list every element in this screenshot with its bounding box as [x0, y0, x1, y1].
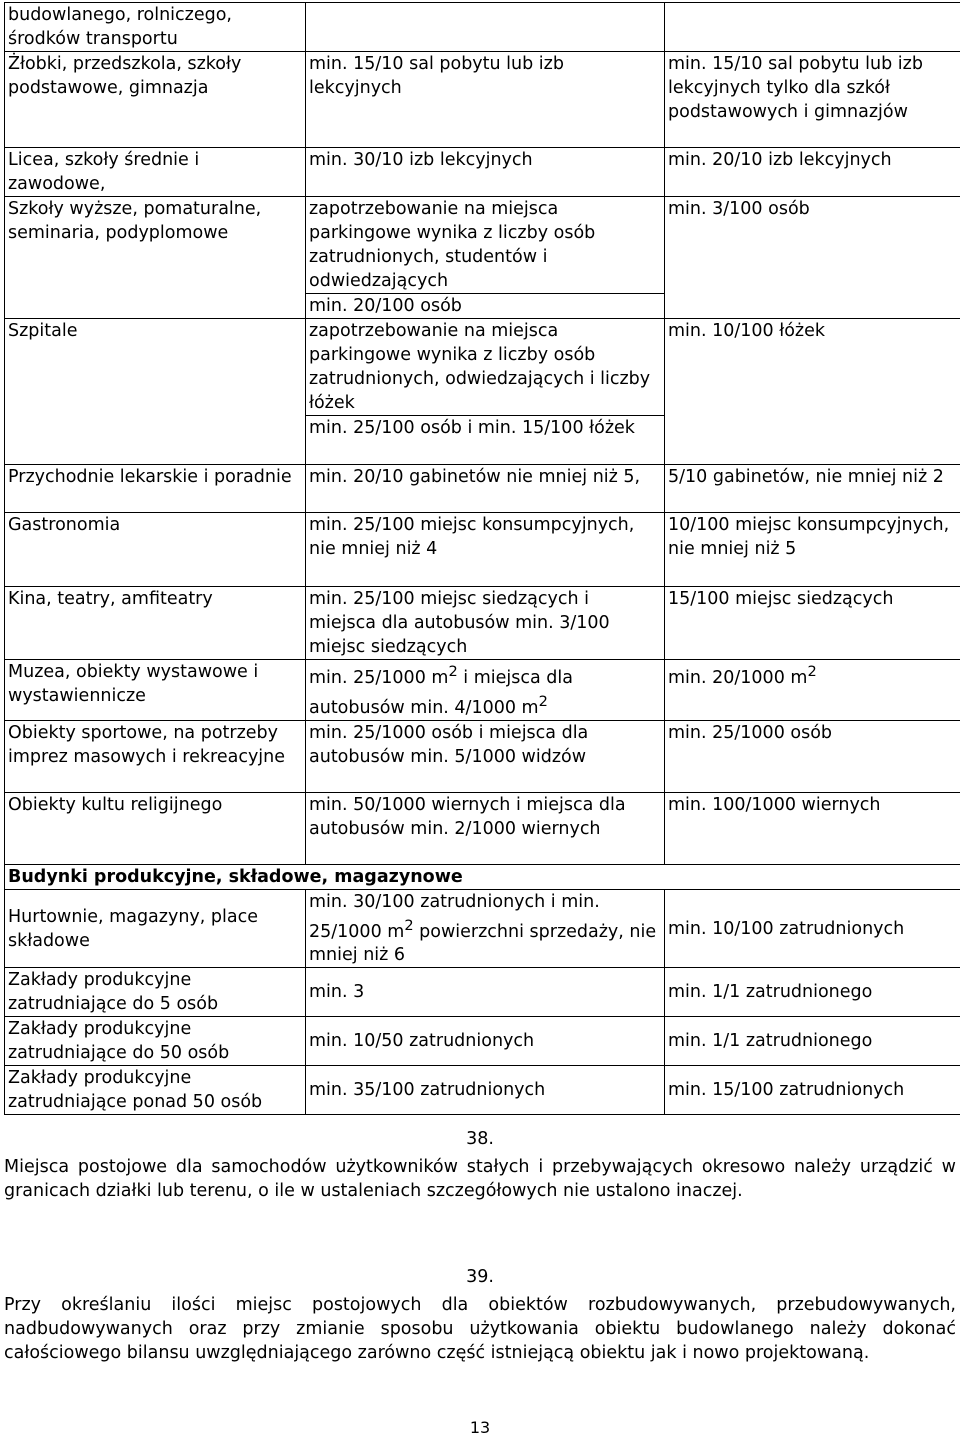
object-type-cell: Gastronomia	[5, 513, 306, 587]
norm-cell: min. 30/10 izb lekcyjnych	[306, 148, 665, 197]
table-row	[5, 889, 960, 968]
min-norm-cell: min. 1/1 zatrudnionego	[665, 968, 960, 1017]
table-row	[5, 720, 960, 792]
norm-value: min. 20/100 osób	[306, 293, 664, 318]
norm-cell	[306, 3, 665, 52]
norm-cell: min. 15/10 sal pobytu lub izb lekcyjnych	[306, 52, 665, 148]
object-type-cell: Zakłady produkcyjne zatrudniające do 50 osób	[5, 1017, 306, 1066]
norm-description: zapotrzebowanie na miejsca parkingowe wynika z liczby osób zatrudnionych, odwiedzających i liczby łóżek	[309, 319, 661, 415]
min-norm-cell	[665, 660, 960, 721]
min-norm-cell: 15/100 miejsc siedzących	[665, 587, 960, 660]
norm-cell: min. 25/100 miejsc konsumpcyjnych, nie mniej niż 4	[306, 513, 665, 587]
min-norm-cell: min. 15/100 zatrudnionych	[665, 1066, 960, 1115]
table-row	[5, 319, 960, 465]
norm-text: i miejsca dla autobusów min. 4/1000 m	[309, 668, 573, 718]
superscript: 2	[404, 917, 413, 934]
object-type-cell: Przychodnie lekarskie i poradnie	[5, 465, 306, 513]
table-row	[5, 1066, 960, 1115]
norm-cell: min. 25/100 miejsc siedzących i miejsca dla autobusów min. 3/100 miejsc siedzących	[306, 587, 665, 660]
table-row	[5, 660, 960, 721]
paragraph-text: Miejsca postojowe dla samochodów użytkowników stałych i przebywających okresowo należy urządzić w granicach działki lub terenu, o ile w ustaleniach szczegółowych nie ustalono inaczej.	[4, 1155, 956, 1203]
norm-cell: min. 25/1000 osób i miejsca dla autobusów min. 5/1000 widzów	[306, 720, 665, 792]
norm-cell: min. 10/50 zatrudnionych	[306, 1017, 665, 1066]
section-header-row	[5, 864, 960, 889]
norm-description: zapotrzebowanie na miejsca parkingowe wynika z liczby osób zatrudnionych, studentów i odwiedzających	[309, 197, 661, 293]
table-row	[5, 587, 960, 660]
object-type-cell: Kina, teatry, amfiteatry	[5, 587, 306, 660]
min-norm-cell: min. 20/10 izb lekcyjnych	[665, 148, 960, 197]
object-type-cell: Obiekty kultu religijnego	[5, 792, 306, 864]
table-row	[5, 465, 960, 513]
object-type-cell: Hurtownie, magazyny, place składowe	[5, 889, 306, 968]
table-row	[5, 792, 960, 864]
norm-cell: min. 3	[306, 968, 665, 1017]
paragraph-number: 38.	[0, 1127, 960, 1151]
superscript: 2	[807, 663, 816, 680]
norm-text: powierzchni sprzedaży, nie mniej niż 6	[309, 921, 656, 965]
norm-cell: min. 35/100 zatrudnionych	[306, 1066, 665, 1115]
min-norm-cell: min. 1/1 zatrudnionego	[665, 1017, 960, 1066]
norm-cell	[306, 660, 665, 721]
norm-cell	[306, 319, 665, 465]
object-type-cell: Zakłady produkcyjne zatrudniające do 5 osób	[5, 968, 306, 1017]
table-row	[5, 3, 960, 52]
object-type-cell: Żłobki, przedszkola, szkoły podstawowe, gimnazja	[5, 52, 306, 148]
superscript: 2	[539, 693, 548, 710]
norm-cell: min. 50/1000 wiernych i miejsca dla autobusów min. 2/1000 wiernych	[306, 792, 665, 864]
norm-text: min. 25/1000 m	[309, 668, 448, 688]
object-type-cell: Szkoły wyższe, pomaturalne, seminaria, podyplomowe	[5, 197, 306, 319]
table-row	[5, 52, 960, 148]
object-type-cell: Licea, szkoły średnie i zawodowe,	[5, 148, 306, 197]
min-norm-cell: min. 10/100 łóżek	[665, 319, 960, 465]
norm-text: min. 30/100 zatrudnionych i min. 25/1000 m	[309, 892, 600, 942]
parking-norms-table	[4, 2, 960, 1115]
object-type-cell: Muzea, obiekty wystawowe i wystawiennicze	[5, 660, 306, 721]
object-type-cell: Zakłady produkcyjne zatrudniające ponad 50 osób	[5, 1066, 306, 1115]
object-type-cell: Obiekty sportowe, na potrzeby imprez masowych i rekreacyjne	[5, 720, 306, 792]
table-row	[5, 1017, 960, 1066]
table-row	[5, 148, 960, 197]
object-type-cell: budowlanego, rolniczego, środków transportu	[5, 3, 306, 52]
min-norm-cell: min. 15/10 sal pobytu lub izb lekcyjnych tylko dla szkół podstawowych i gimnazjów	[665, 52, 960, 148]
superscript: 2	[448, 663, 457, 680]
min-norm-cell: min. 100/1000 wiernych	[665, 792, 960, 864]
paragraph-text: Przy określaniu ilości miejsc postojowych dla obiektów rozbudowywanych, przebudowywanych, nadbudowywanych oraz przy zmianie sposobu użytkowania obiektu budowlanego należy dokonać całościowego bilansu uwzględniającego zarówno część istniejącą obiektu jak i nowo projektowaną.	[4, 1293, 956, 1365]
min-norm-cell: 5/10 gabinetów, nie mniej niż 2	[665, 465, 960, 513]
paragraph-number: 39.	[0, 1265, 960, 1289]
norm-cell	[306, 889, 665, 968]
min-norm-cell: min. 3/100 osób	[665, 197, 960, 319]
norm-cell: min. 20/10 gabinetów nie mniej niż 5,	[306, 465, 665, 513]
min-norm-cell: min. 25/1000 osób	[665, 720, 960, 792]
min-norm-cell: 10/100 miejsc konsumpcyjnych, nie mniej niż 5	[665, 513, 960, 587]
norm-text: min. 20/1000 m	[668, 668, 807, 688]
min-norm-cell	[665, 3, 960, 52]
table-row	[5, 513, 960, 587]
norm-cell	[306, 197, 665, 319]
section-header: Budynki produkcyjne, składowe, magazynowe	[5, 864, 960, 889]
table-row	[5, 968, 960, 1017]
object-type-cell: Szpitale	[5, 319, 306, 465]
min-norm-cell: min. 10/100 zatrudnionych	[665, 889, 960, 968]
table-row	[5, 197, 960, 319]
norm-value: min. 25/100 osób i min. 15/100 łóżek	[306, 415, 664, 440]
page-number: 13	[0, 1416, 960, 1440]
